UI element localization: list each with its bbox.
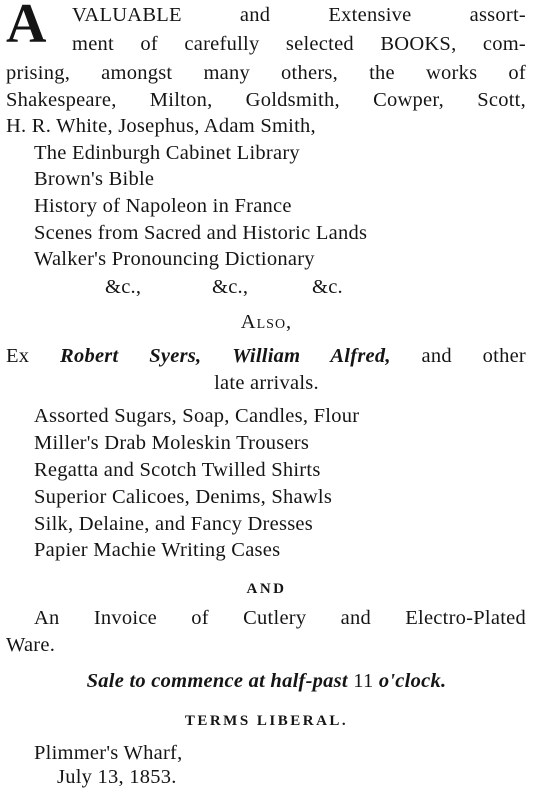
etc-1: &c.,: [105, 276, 142, 298]
terms-heading: TERMS LIBERAL.: [184, 713, 349, 729]
book-item: Scenes from Sacred and Historic Lands: [34, 222, 368, 244]
book-item: The Edinburgh Cabinet Library: [34, 142, 300, 164]
ship-name: William Alfred,: [232, 345, 391, 367]
intro-line-5: H. R. White, Josephus, Adam Smith,: [6, 115, 316, 137]
invoice-line-2: Ware.: [6, 634, 56, 656]
goods-item: Papier Machie Writing Cases: [34, 539, 281, 561]
intro-line-1: VALUABLE and Extensive assort-: [72, 4, 526, 26]
late-arrivals: late arrivals.: [214, 372, 319, 394]
also-heading: Also,: [240, 311, 293, 333]
book-item: History of Napoleon in France: [34, 195, 292, 217]
invoice-line-1: An Invoice of Cutlery and Electro-Plated: [34, 607, 526, 629]
sale-time: 11: [353, 670, 374, 692]
book-item: Walker's Pronouncing Dictionary: [34, 248, 315, 270]
etc-3: &c.: [312, 276, 343, 298]
ex-suffix: and other: [390, 345, 527, 367]
goods-item: Silk, Delaine, and Fancy Dresses: [34, 513, 313, 535]
goods-item: Miller's Drab Moleskin Trousers: [34, 432, 310, 454]
goods-item: Superior Calicoes, Denims, Shawls: [34, 486, 333, 508]
drop-cap-letter: A: [6, 0, 47, 55]
and-heading: AND: [246, 581, 287, 597]
location-line: Plimmer's Wharf,: [34, 742, 183, 764]
intro-line-3: prising, amongst many others, the works of: [6, 62, 526, 84]
date-line: July 13, 1853.: [57, 766, 177, 788]
goods-item: Assorted Sugars, Soap, Candles, Flour: [34, 405, 360, 427]
sale-clock: o'clock.: [378, 670, 447, 692]
ex-prefix: Ex: [6, 345, 61, 367]
intro-line-2: ment of carefully selected BOOKS, com-: [72, 33, 526, 55]
ship-name: Robert Syers,: [60, 345, 202, 367]
intro-line-4: Shakespeare, Milton, Goldsmith, Cowper, Scott,: [6, 89, 526, 111]
sale-text: Sale to commence at half-past: [86, 670, 348, 692]
book-item: Brown's Bible: [34, 168, 155, 190]
goods-item: Regatta and Scotch Twilled Shirts: [34, 459, 321, 481]
ex-ships-line: [6, 343, 526, 369]
sale-notice: [0, 668, 533, 694]
etc-2: &c.,: [212, 276, 249, 298]
